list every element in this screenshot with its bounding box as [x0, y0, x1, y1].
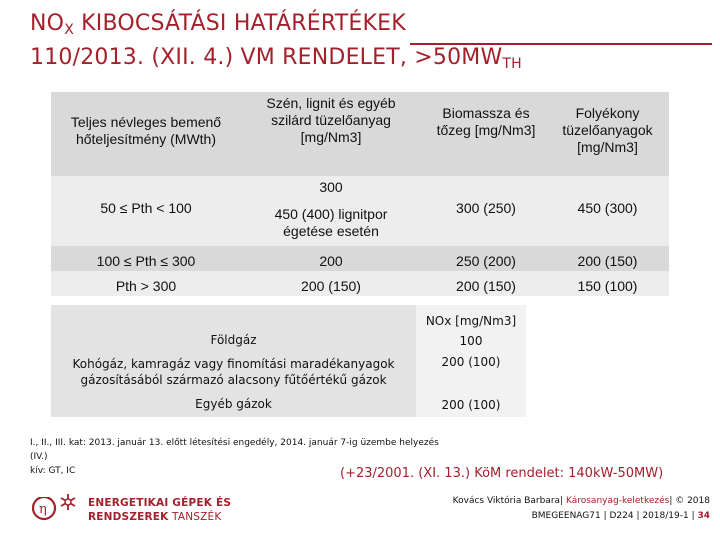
department-emblem-icon — [30, 488, 82, 528]
gas-row-value: 200 (100) — [441, 355, 501, 369]
row3-liquid: 150 (100) — [577, 278, 638, 294]
footnote-category: I., II., III. kat: 2013. január 13. előtt létesítési engedély, 2014. január 7-ig üzembe helyezés — [30, 438, 439, 448]
row1-coal-top: 300 — [319, 179, 343, 195]
gas-row-fuel: Kohógáz, kamragáz vagy finomítási maradékanyagok gázosításából származó alacsony fűtőértékű gázok — [72, 357, 395, 387]
gas-limits-table — [51, 305, 526, 417]
row3-coal: 200 (150) — [301, 278, 361, 294]
row3-biomass: 200 (150) — [456, 278, 516, 294]
credits-line-1: Kovács Viktória Barbara| Károsanyag-keletkezés| © 2018 — [452, 496, 710, 506]
gas-row-value: 200 (100) — [441, 398, 501, 412]
footnote-exception: kív: GT, IC — [30, 466, 76, 476]
gas-row-fuel: Földgáz — [210, 333, 257, 347]
header-coal: Szén, lignit és egyéb szilárd tüzelőanyag [mg/Nm3] — [266, 95, 396, 145]
row1-biomass: 300 (250) — [456, 200, 516, 216]
row2-coal: 200 — [319, 253, 343, 269]
credits-line-2: BMEGEENAG71 | D224 | 2018/19-1 | 34 — [531, 511, 710, 521]
gas-row-fuel: Egyéb gázok — [195, 397, 272, 411]
header-capacity: Teljes névleges bemenő hőteljesítmény (MWth) — [70, 114, 222, 147]
department-logo — [30, 488, 232, 528]
row2-range: 100 ≤ Pth ≤ 300 — [96, 253, 196, 269]
gas-header-nox: NOx [mg/Nm3] — [425, 314, 517, 328]
title-underline — [410, 43, 712, 45]
row1-range: 50 ≤ Pth < 100 — [100, 200, 192, 216]
row2-biomass: 250 (200) — [456, 253, 516, 269]
logo-line-2: RENDSZEREK TANSZÉK — [88, 511, 222, 523]
footnote-iv: (IV.) — [30, 452, 48, 462]
header-biomass: Biomassza és tőzeg [mg/Nm3] — [436, 105, 536, 138]
header-liquid: Folyékony tüzelőanyagok [mg/Nm3] — [562, 105, 653, 155]
page-number: 34 — [697, 511, 710, 521]
row2-liquid: 200 (150) — [577, 253, 638, 269]
gas-row-value: 100 — [459, 334, 483, 348]
reference-regulation: (+23/2001. (XI. 13.) KöM rendelet: 140kW-50MW) — [340, 466, 664, 481]
svg-text:η: η — [39, 502, 47, 517]
row3-range: Pth > 300 — [115, 278, 177, 294]
logo-line-1: ENERGETIKAI GÉPEK ÉS — [88, 497, 232, 509]
row1-liquid: 450 (300) — [577, 200, 638, 216]
title-line-2: 110/2013. (XII. 4.) VM RENDELET, $>50MW_{TH}$ — [30, 45, 522, 72]
title-line-1: $NO_X$ KIBOCSÁTÁSI HATÁRÉRTÉKEK — [30, 11, 406, 38]
slide-credits — [453, 494, 710, 524]
row1-coal-bottom: 450 (400) lignitpor égetése esetén — [274, 206, 388, 239]
